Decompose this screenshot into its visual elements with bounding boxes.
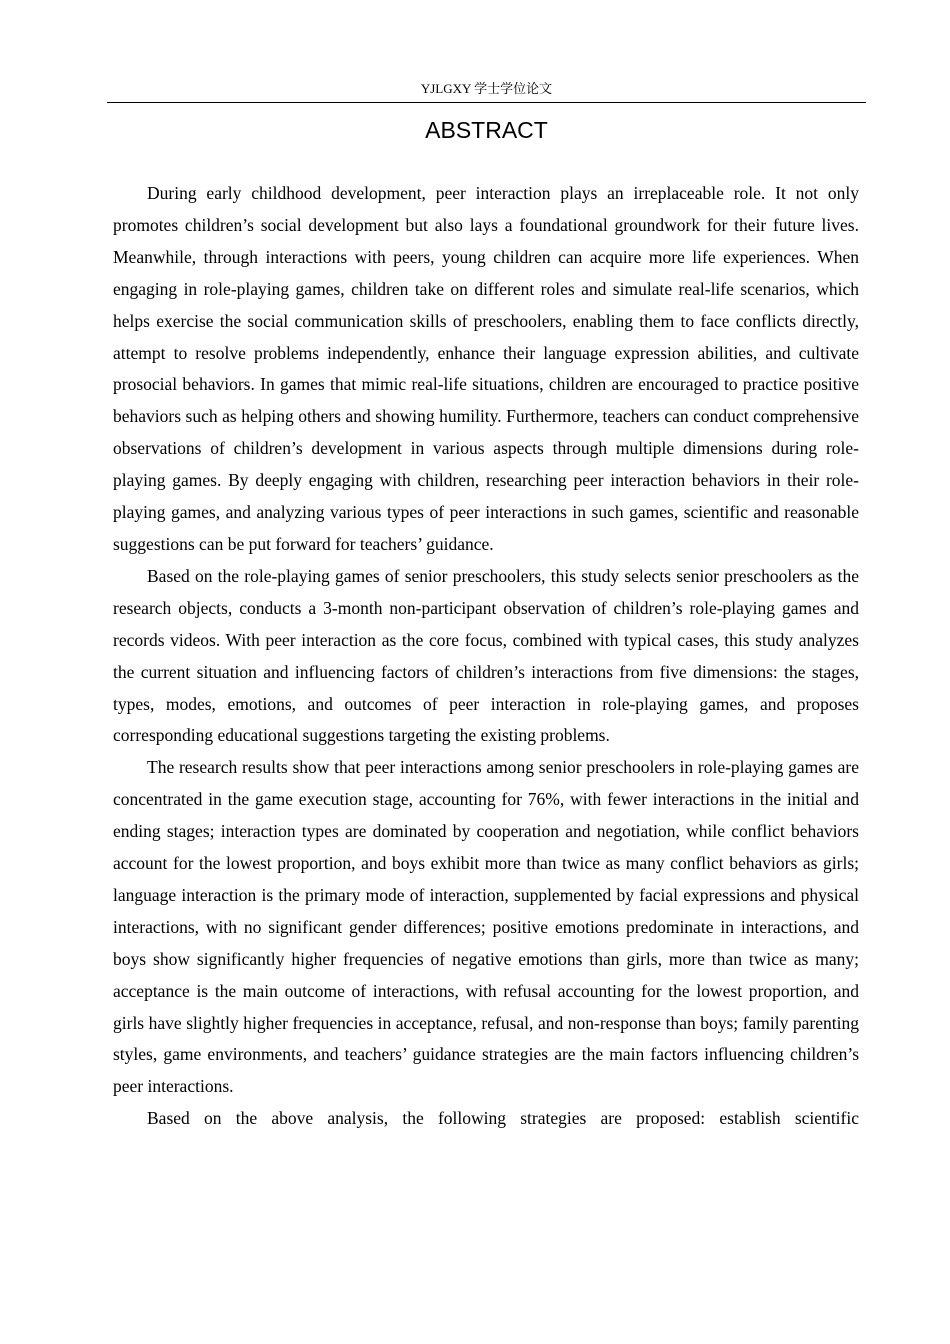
abstract-paragraph-4: Based on the above analysis, the following strategies are proposed: establish scientific: [147, 1108, 859, 1129]
abstract-paragraph-1: During early childhood development, peer interaction plays an irreplaceable role. It not only promotes children’s social development but also lays a foundational groundwork for their future lives. Meanwhile, through interactions with peers, young children can acquire more life experiences. When engaging in role-playing games, children take on different roles and simulate real-life scenarios, which helps exercise the social communication skills of preschoolers, enabling them to face conflicts directly, attempt to resolve problems independently, enhance their language expression abilities, and cultivate prosocial behaviors. In games that mimic real-life situations, children are encouraged to practice positive behaviors such as helping others and showing humility. Furthermore, teachers can conduct comprehensive observations of children’s development in various aspects through multiple dimensions during role-playing games. By deeply engaging with children, researching peer interaction behaviors in their role-playing games, and analyzing various types of peer interactions in such games, scientific and reasonable suggestions can be put forward for teachers’ guidance.: [113, 183, 859, 554]
header-divider: [107, 102, 866, 103]
section-title: ABSTRACT: [425, 117, 548, 143]
abstract-paragraph-3: The research results show that peer interactions among senior preschoolers in role-playing games are concentrated in the game execution stage, accounting for 76%, with fewer interactions in the initial and ending stages; interaction types are dominated by cooperation and negotiation, while conflict behaviors account for the lowest proportion, and boys exhibit more than twice as many conflict behaviors as girls; language interaction is the primary mode of interaction, supplemented by facial expressions and physical interactions, with no significant gender differences; positive emotions predominate in interactions, and boys show significantly higher frequencies of negative emotions than girls, more than twice as many; acceptance is the main outcome of interactions, with refusal accounting for the lowest proportion, and girls have slightly higher frequencies in acceptance, refusal, and non-response than boys; family parenting styles, game environments, and teachers’ guidance strategies are the main factors influencing children’s peer interactions.: [113, 757, 859, 1097]
abstract-paragraph-2: Based on the role-playing games of senior preschoolers, this study selects senior preschoolers as the research objects, conducts a 3-month non-participant observation of children’s role-playing games and records videos. With peer interaction as the core focus, combined with typical cases, this study analyzes the current situation and influencing factors of children’s interactions from five dimensions: the stages, types, modes, emotions, and outcomes of peer interaction in role-playing games, and proposes corresponding educational suggestions targeting the existing problems.: [113, 565, 859, 746]
running-header: YJLGXY 学士学位论文: [420, 81, 553, 96]
abstract-body: [113, 178, 859, 1135]
